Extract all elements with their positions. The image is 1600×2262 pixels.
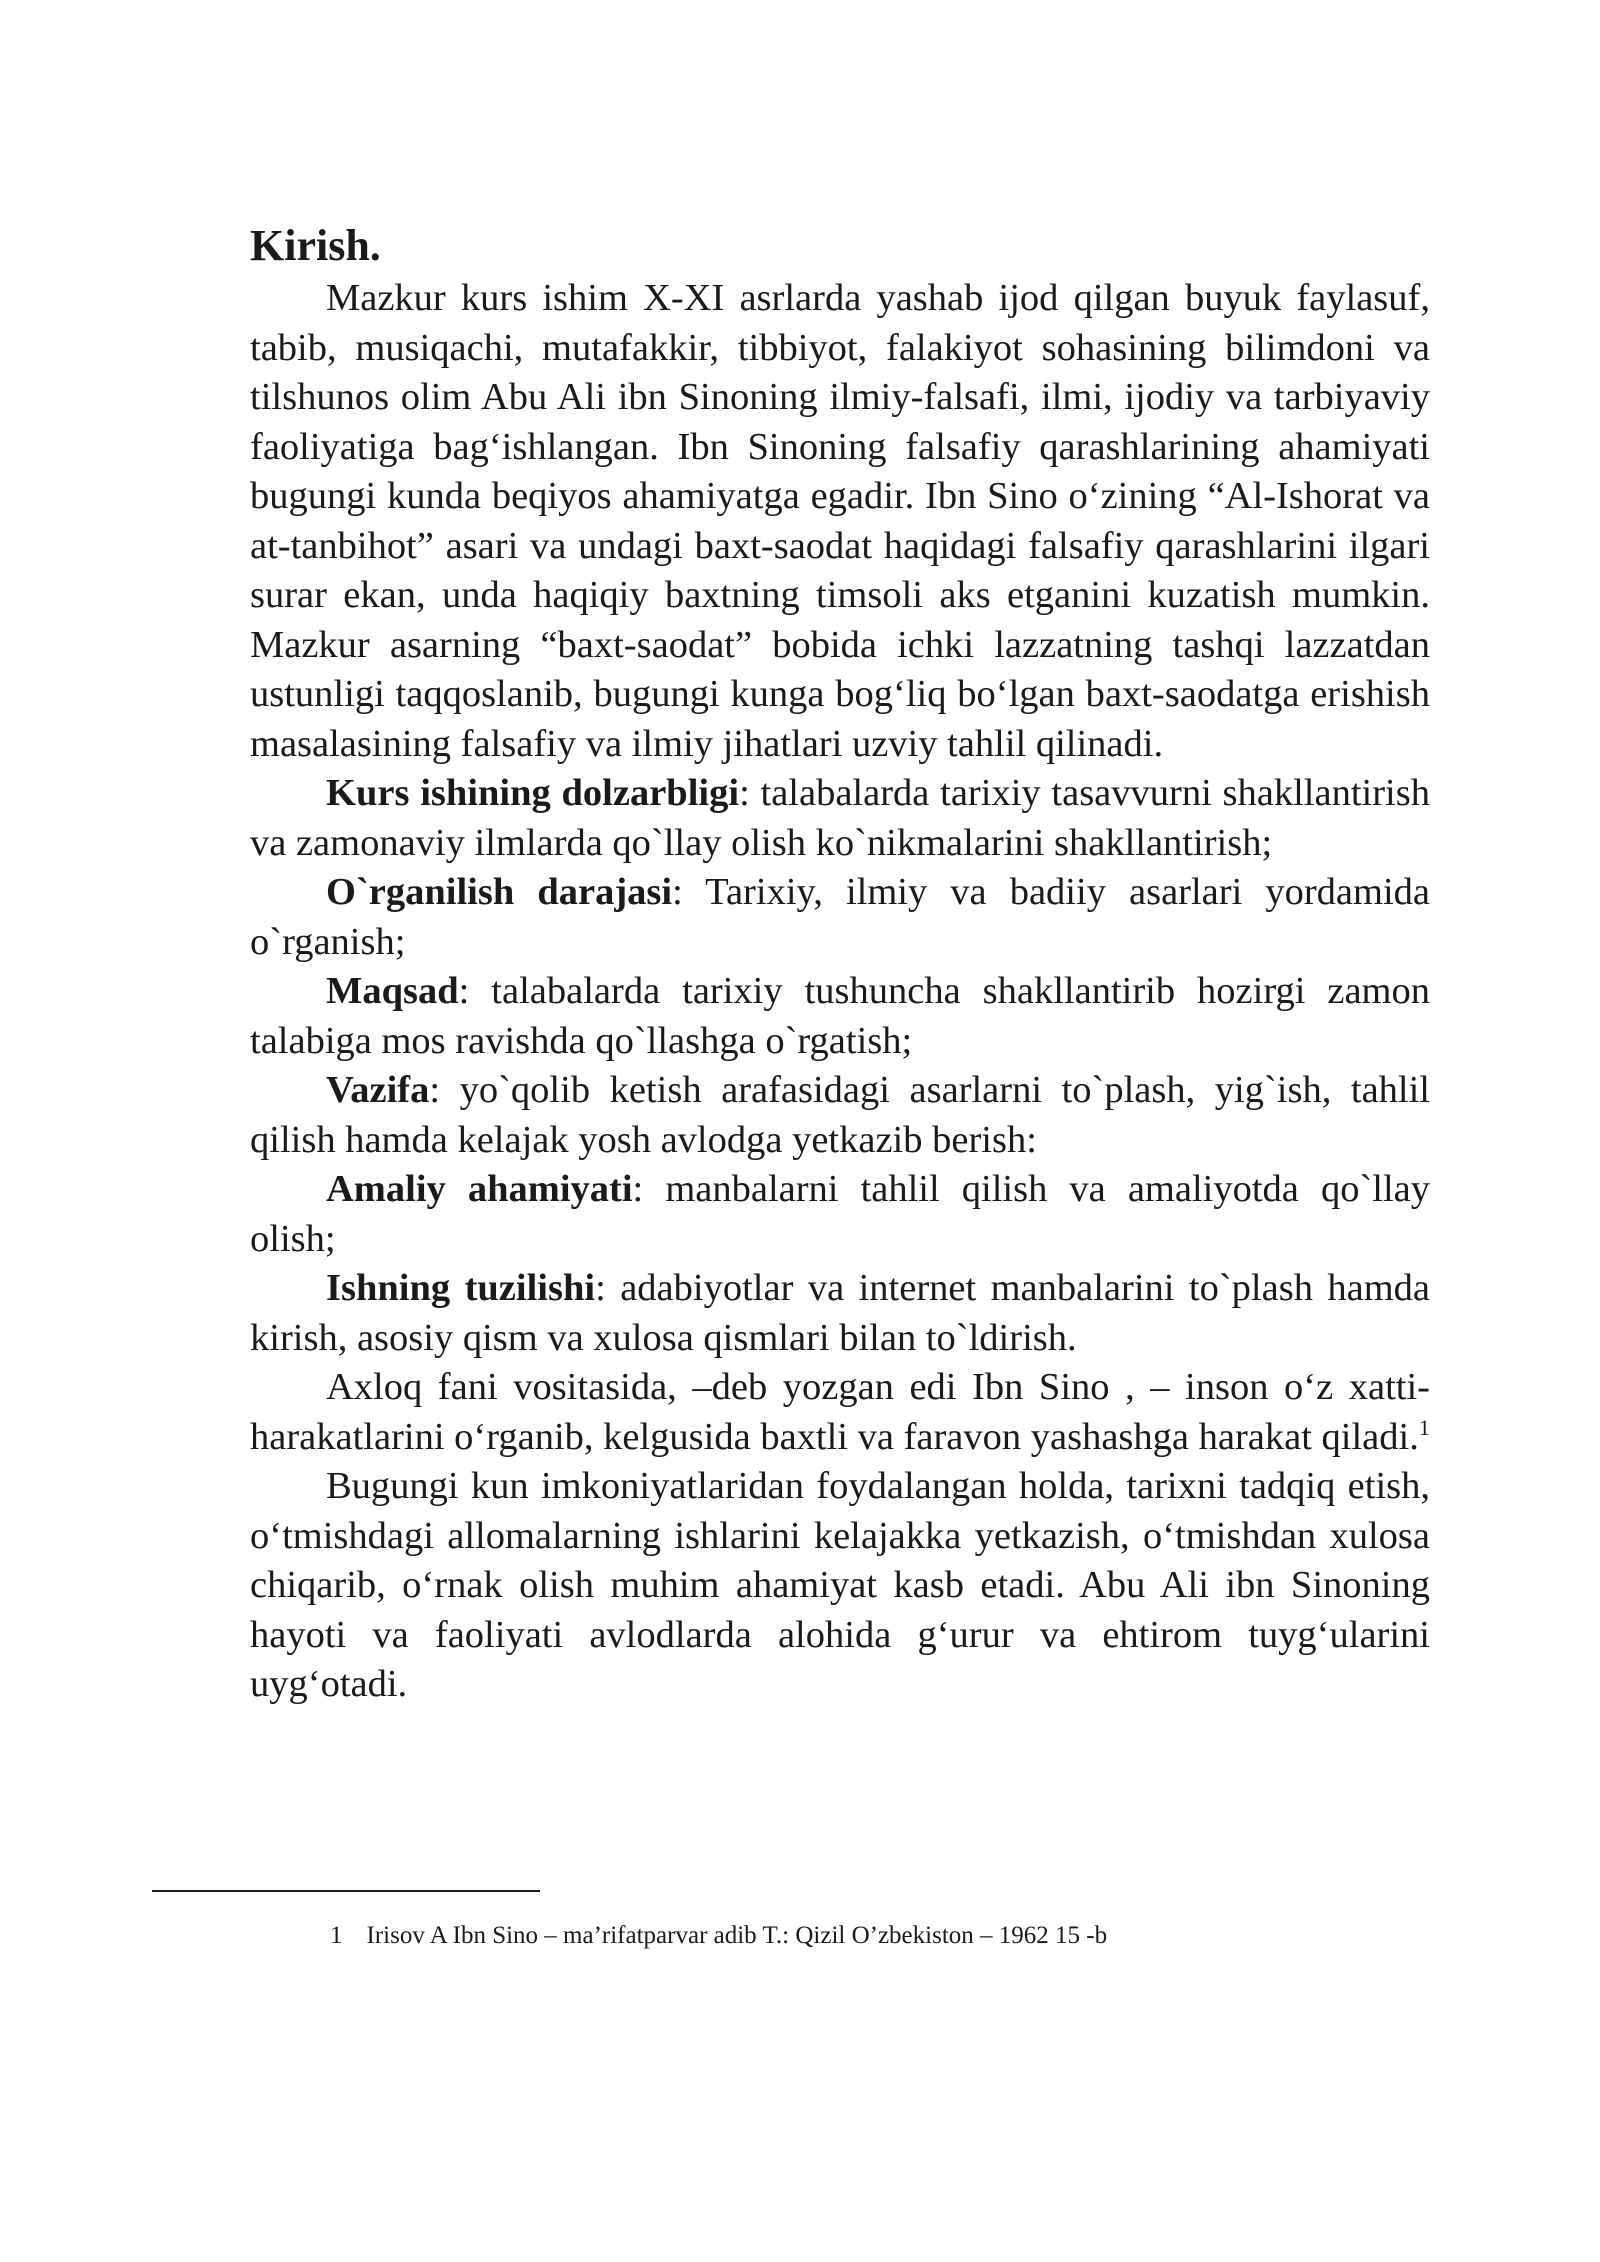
quote-paragraph [250, 1363, 1430, 1462]
section-text: : adabiyotlar va internet manbalarini to`plash hamda kirish, asosiy qism va xulosa qismlari bilan to`ldirish. [250, 1267, 1431, 1359]
footnote-separator [152, 1890, 540, 1892]
section-label: Kurs ishining dolzarbligi [326, 772, 740, 814]
footnote-text: Irisov A Ibn Sino – ma’rifatparvar adib T.: Qizil O’zbekiston – 1962 15 -b [366, 1922, 1108, 1949]
section-label: Vazifa [326, 1069, 430, 1111]
section-practical-value [250, 1165, 1430, 1264]
footnote-reference[interactable]: 1 [1418, 1414, 1430, 1440]
section-task [250, 1066, 1430, 1165]
section-label: O`rganilish darajasi [326, 871, 673, 913]
section-label: Ishning tuzilishi [326, 1267, 596, 1309]
section-heading: Kirish. [250, 221, 381, 270]
section-text: : talabalarda tarixiy tushuncha shakllantirib hozirgi zamon talabiga mos ravishda qo`llashga o`rgatish; [250, 970, 1430, 1062]
intro-paragraph: Mazkur kurs ishim X-XI asrlarda yashab ijod qilgan buyuk faylasuf, tabib, musiqachi, mutafakkir, tibbiyot, falakiyot sohasining bilimdoni va tilshunos olim Abu Ali ibn Sinoning ilmiy-falsafi, ilmi, ijodiy va tarbiyaviy faoliyatiga bag‘ishlangan. Ibn Sinoning falsafiy qarashlarining ahamiyati bugungi kunda beqiyos ahamiyatga egadir. Ibn Sino o‘zining “Al-Ishorat va at-tanbihot” asari va undagi baxt-saodat haqidagi falsafiy qarashlarini ilgari surar ekan, unda haqiqiy baxtning timsoli aks etganini kuzatish mumkin. Mazkur asarning “baxt-saodat” bobida ichki lazzatning tashqi lazzatdan ustunligi taqqoslanib, bugungi kunga bog‘liq bo‘lgan baxt-saodatga erishish masalasining falsafiy va ilmiy jihatlari uzviy tahlil qilinadi. [250, 277, 1430, 765]
section-text: : talabalarda tarixiy tasavvurni shakllantirish va zamonaviy ilmlarda qo`llay olish ko`nikmalarini shakllantirish; [250, 772, 1430, 864]
section-structure [250, 1264, 1430, 1363]
section-study-level [250, 868, 1430, 967]
section-goal [250, 967, 1430, 1066]
section-label: Maqsad [326, 970, 459, 1012]
section-text: : yo`qolib ketish arafasidagi asarlarni to`plash, yig`ish, tahlil qilish hamda kelajak yosh avlodga yetkazib berish: [250, 1069, 1430, 1161]
document-page [250, 220, 1430, 1710]
section-relevance [250, 769, 1430, 868]
footnote [330, 1920, 1107, 1952]
section-text: : manbalarni tahlil qilish va amaliyotda qo`llay olish; [250, 1168, 1430, 1260]
section-label: Amaliy ahamiyati [326, 1168, 633, 1210]
footnote-number: 1 [330, 1922, 343, 1949]
quote-text: Axloq fani vositasida, –deb yozgan edi Ibn Sino , – inson o‘z xatti-harakatlarini o‘rganib, kelgusida baxtli va faravon yashashga harakat qiladi. [250, 1366, 1430, 1458]
section-text: : Tarixiy, ilmiy va badiiy asarlari yordamida o`rganish; [250, 871, 1430, 963]
closing-paragraph: Bugungi kun imkoniyatlaridan foydalangan holda, tarixni tadqiq etish, o‘tmishdagi allomalarning ishlarini kelajakka yetkazish, o‘tmishdan xulosa chiqarib, o‘rnak olish muhim ahamiyat kasb etadi. Abu Ali ibn Sinoning hayoti va faoliyati avlodlarda alohida g‘urur va ehtirom tuyg‘ularini uyg‘otadi. [250, 1465, 1430, 1705]
